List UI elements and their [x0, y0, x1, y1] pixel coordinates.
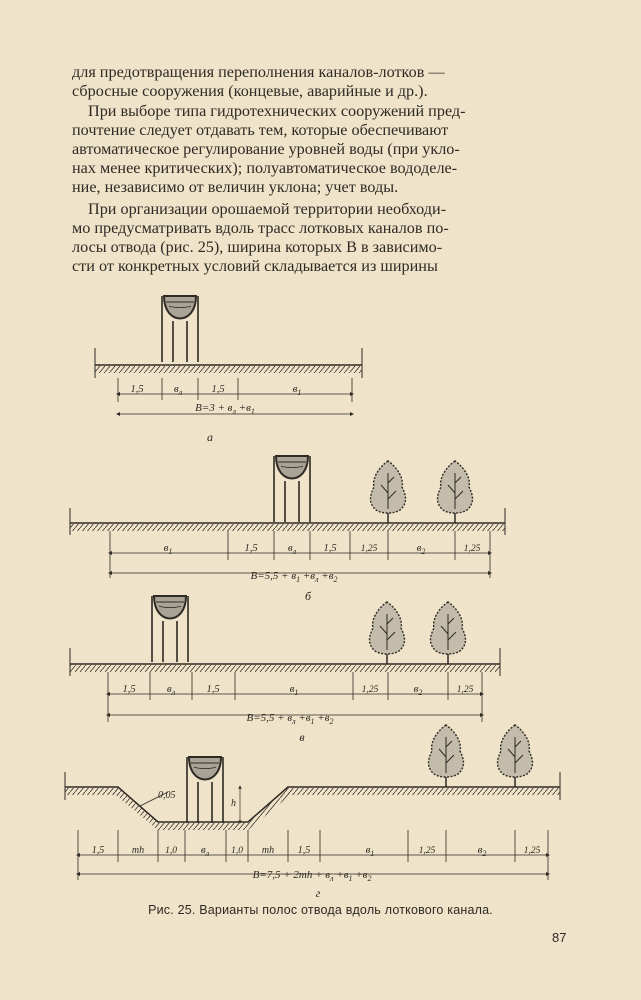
panel-c [70, 596, 500, 744]
dim-label: 1,5 [244, 543, 258, 554]
dim-label: $в_2$ [416, 542, 426, 556]
formula: $В=7,5 + 2mh + в_л +в_1 +в_2$ [252, 869, 372, 883]
panel-letter: а [207, 430, 213, 444]
paragraph-1 [72, 63, 572, 101]
dim-label: 1,25 [361, 685, 379, 695]
dim-label: $в_л$ [173, 383, 183, 397]
figure-25 [0, 280, 641, 900]
depth-label: h [231, 798, 236, 809]
dim-label: $в_1$ [292, 383, 302, 397]
text-line: мо предусматривать вдоль трасс лотковых каналов по- [72, 219, 449, 237]
dim-label: 1,25 [463, 544, 481, 554]
text-line: автоматическое регулирование уровней воды (при укло- [72, 140, 460, 158]
flume-icon [274, 456, 310, 522]
dim-label: $в_1$ [289, 683, 299, 697]
dim-label: $в_1$ [163, 542, 173, 556]
dim-label: 1,5 [211, 384, 225, 395]
dim-label: 1,25 [456, 685, 474, 695]
dim-label: 1,5 [206, 684, 220, 695]
text-line: почтение следует отдавать тем, которые обеспечивают [72, 121, 449, 139]
dim-label: 1,25 [360, 544, 378, 554]
text-line: ние, независимо от величин уклона; учет воды. [72, 178, 399, 196]
dim-label: 1,25 [418, 846, 436, 856]
text-line: лосы отвода (рис. 25), ширина которых В в зависимо- [72, 238, 443, 256]
paragraph-2 [72, 102, 572, 197]
tree-icon [438, 461, 473, 523]
dim-label: 1,5 [323, 543, 337, 554]
dim-label: $в_л$ [166, 683, 176, 697]
figure-caption: Рис. 25. Варианты полос отвода вдоль лоткового канала. [148, 903, 493, 917]
dim-label: $в_2$ [413, 683, 423, 697]
dim-label: mh [131, 845, 145, 856]
paragraph-3 [72, 200, 572, 276]
text-line: сти от конкретных условий складывается из ширины [72, 257, 438, 275]
page-number: 87 [552, 930, 567, 945]
tree-icon [431, 602, 466, 664]
dim-label: $в_л$ [200, 844, 210, 858]
dim-label: 1,0 [231, 846, 243, 856]
text-line: При выборе типа гидротехнических сооружений пред- [88, 102, 466, 120]
slope-label: 0,05 [158, 790, 176, 801]
panel-d [65, 725, 560, 900]
text-line: нах менее критических); полуавтоматическое вододеле- [72, 159, 458, 177]
formula: $В=5,5 + в_л +в_1 +в_2$ [246, 712, 334, 726]
tree-icon [371, 461, 406, 523]
panel-a [95, 296, 362, 444]
dim-label: 1,5 [130, 384, 144, 395]
text-line: При организации орошаемой территории необходи- [88, 200, 447, 218]
dim-label: mh [261, 845, 275, 856]
dim-label: 1,0 [165, 846, 177, 856]
formula: $В=5,5 + в_1 +в_л +в_2$ [250, 570, 338, 584]
formula: $В=3 + в_л +в_1$ [195, 402, 255, 416]
flume-icon [152, 596, 188, 662]
dim-label: 1,25 [523, 846, 541, 856]
dim-label: 1,5 [297, 845, 311, 856]
flume-icon [187, 757, 223, 823]
tree-icon [429, 725, 464, 787]
text-line: сбросные сооружения (концевые, аварийные и др.). [72, 82, 428, 100]
flume-icon [162, 296, 198, 362]
text-line: для предотвращения переполнения каналов-лотков — [72, 63, 445, 81]
dim-label: 1,5 [122, 684, 136, 695]
dim-label: $в_1$ [365, 844, 375, 858]
tree-icon [370, 602, 405, 664]
dim-label: $в_2$ [477, 844, 487, 858]
panel-b [70, 456, 505, 603]
dim-label: 1,5 [91, 845, 105, 856]
panel-letter: б [304, 589, 312, 603]
dim-label: $в_л$ [287, 542, 297, 556]
panel-letter: г [315, 886, 321, 900]
tree-icon [498, 725, 533, 787]
panel-letter: в [299, 730, 305, 744]
